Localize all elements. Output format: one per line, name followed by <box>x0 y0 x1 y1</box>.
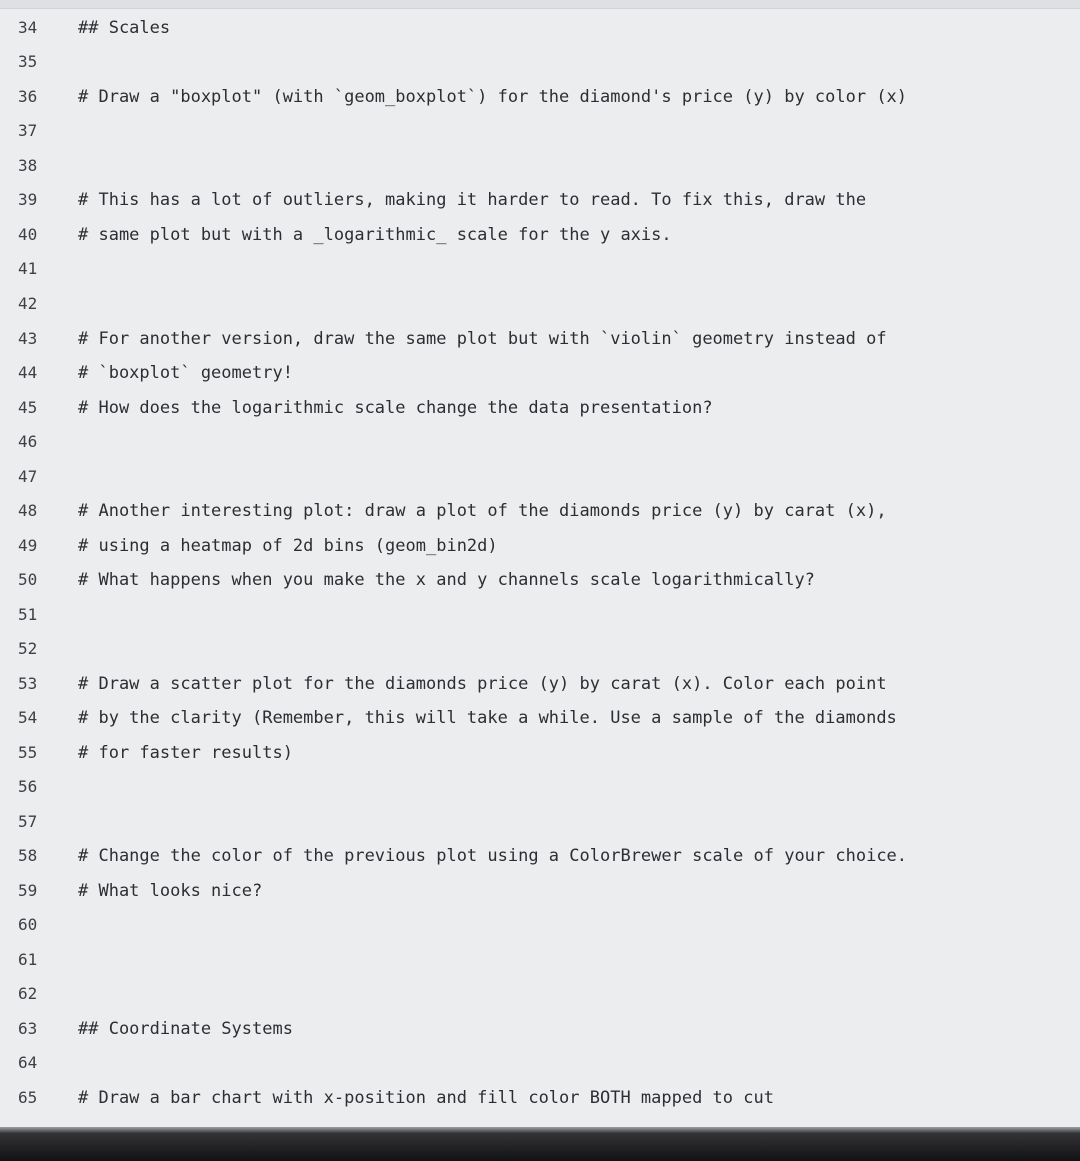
code-line[interactable] <box>0 1081 1080 1115</box>
line-number: 48 <box>18 501 38 520</box>
line-number: 59 <box>18 881 38 900</box>
code-line[interactable] <box>0 736 1080 770</box>
line-number: 40 <box>18 225 38 244</box>
code-line[interactable] <box>0 149 1080 183</box>
code-line[interactable] <box>0 529 1080 563</box>
line-number: 63 <box>18 1019 38 1038</box>
line-number: 51 <box>18 605 38 624</box>
line-number: 34 <box>18 18 38 37</box>
code-line[interactable] <box>0 908 1080 942</box>
line-number: 65 <box>18 1088 38 1107</box>
line-number: 47 <box>18 467 38 486</box>
line-number: 61 <box>18 950 38 969</box>
code-line[interactable] <box>0 667 1080 701</box>
code-line[interactable] <box>0 701 1080 735</box>
line-number: 37 <box>18 121 38 140</box>
code-line[interactable] <box>0 114 1080 148</box>
code-line[interactable] <box>0 805 1080 839</box>
code-line[interactable] <box>0 425 1080 459</box>
line-number: 41 <box>18 259 38 278</box>
code-line[interactable] <box>0 598 1080 632</box>
line-text[interactable]: # `boxplot` geometry! <box>78 363 293 383</box>
line-number: 58 <box>18 846 38 865</box>
line-number: 55 <box>18 743 38 762</box>
code-line[interactable] <box>0 460 1080 494</box>
code-line[interactable] <box>0 494 1080 528</box>
line-number: 56 <box>18 777 38 796</box>
line-number: 57 <box>18 812 38 831</box>
screen-bezel <box>0 1127 1080 1161</box>
code-line[interactable] <box>0 1046 1080 1080</box>
line-number: 45 <box>18 398 38 417</box>
line-number: 42 <box>18 294 38 313</box>
code-line[interactable] <box>0 391 1080 425</box>
code-line[interactable] <box>0 839 1080 873</box>
line-number: 43 <box>18 329 38 348</box>
line-text[interactable]: # by the clarity (Remember, this will take a while. Use a sample of the diamonds <box>78 708 897 728</box>
line-text[interactable]: ## Scales <box>78 18 171 38</box>
line-number: 36 <box>18 87 38 106</box>
line-number: 38 <box>18 156 38 175</box>
code-line[interactable] <box>0 632 1080 666</box>
line-number: 53 <box>18 674 38 693</box>
line-number: 64 <box>18 1053 38 1072</box>
code-line[interactable] <box>0 322 1080 356</box>
line-text[interactable]: # Change the color of the previous plot using a ColorBrewer scale of your choice. <box>78 846 908 866</box>
line-text[interactable]: # using a heatmap of 2d bins (geom_bin2d) <box>78 536 498 556</box>
line-text[interactable]: # Draw a scatter plot for the diamonds price (y) by carat (x). Color each point <box>78 674 887 694</box>
line-text[interactable]: # Another interesting plot: draw a plot of the diamonds price (y) by carat (x), <box>78 501 887 521</box>
line-number: 39 <box>18 190 38 209</box>
code-line[interactable] <box>0 11 1080 45</box>
line-text[interactable]: # What looks nice? <box>78 881 263 901</box>
code-line[interactable] <box>0 80 1080 114</box>
code-line[interactable] <box>0 1012 1080 1046</box>
line-text[interactable]: # Draw a bar chart with x-position and fill color BOTH mapped to cut <box>78 1088 774 1108</box>
code-line[interactable] <box>0 770 1080 804</box>
line-text[interactable]: # same plot but with a _logarithmic_ scale for the y axis. <box>78 225 672 245</box>
line-text[interactable]: # Draw a "boxplot" (with `geom_boxplot`) for the diamond's price (y) by color (x) <box>78 87 908 107</box>
code-line[interactable] <box>0 943 1080 977</box>
line-text[interactable]: # How does the logarithmic scale change the data presentation? <box>78 398 713 418</box>
line-number: 46 <box>18 432 38 451</box>
line-number: 35 <box>18 52 38 71</box>
line-number: 50 <box>18 570 38 589</box>
line-text[interactable]: # For another version, draw the same plot but with `violin` geometry instead of <box>78 329 887 349</box>
line-number: 44 <box>18 363 38 382</box>
line-number: 60 <box>18 915 38 934</box>
code-line[interactable] <box>0 252 1080 286</box>
line-text[interactable]: ## Coordinate Systems <box>78 1019 293 1039</box>
line-number: 62 <box>18 984 38 1003</box>
code-line[interactable] <box>0 218 1080 252</box>
code-line[interactable] <box>0 874 1080 908</box>
code-line[interactable] <box>0 977 1080 1011</box>
line-number: 52 <box>18 639 38 658</box>
line-number: 49 <box>18 536 38 555</box>
line-text[interactable]: # This has a lot of outliers, making it harder to read. To fix this, draw the <box>78 190 867 210</box>
line-text[interactable]: # What happens when you make the x and y channels scale logarithmically? <box>78 570 815 590</box>
editor-top-edge <box>0 0 1080 9</box>
code-line[interactable] <box>0 563 1080 597</box>
code-line[interactable] <box>0 287 1080 321</box>
line-number: 54 <box>18 708 38 727</box>
line-text[interactable]: # for faster results) <box>78 743 293 763</box>
code-line[interactable] <box>0 356 1080 390</box>
code-line[interactable] <box>0 45 1080 79</box>
code-line[interactable] <box>0 183 1080 217</box>
